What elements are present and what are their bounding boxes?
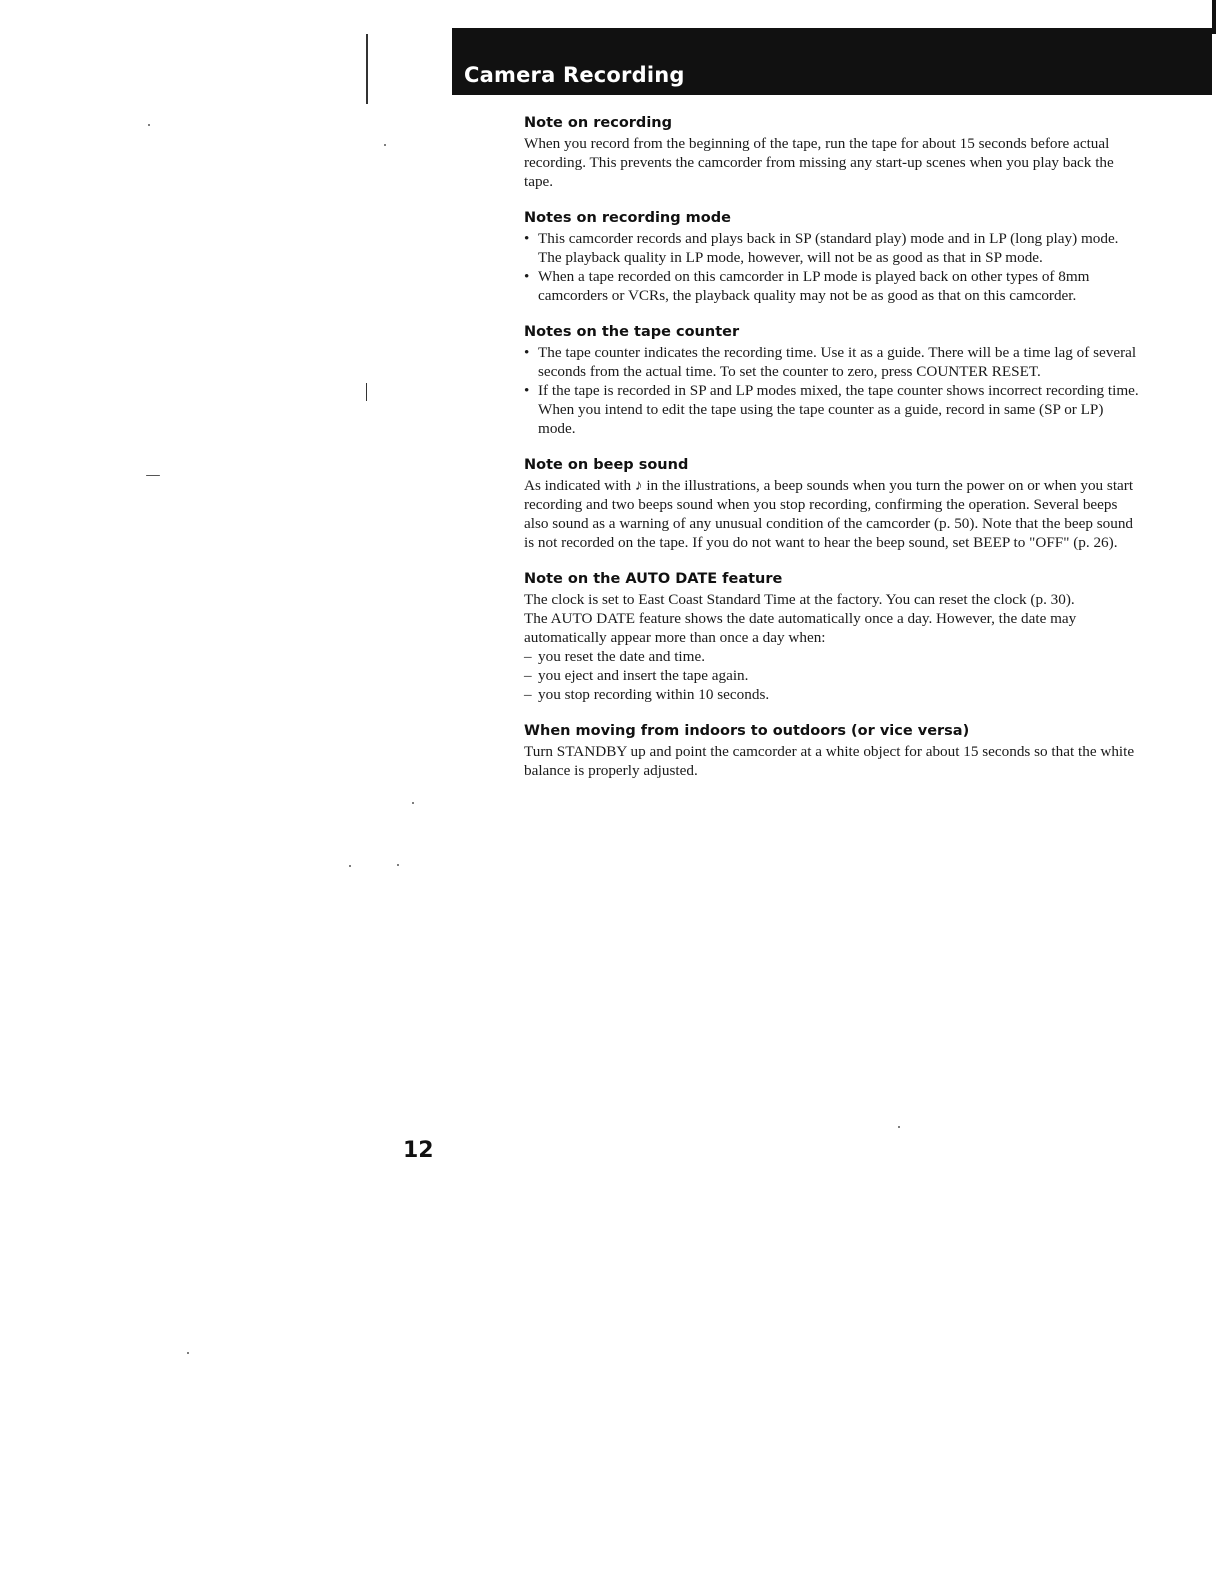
list-item-text: The tape counter indicates the recording time. Use it as a guide. There will be a time lag of several seconds from the actual time. To set the counter to zero, press COUNTER RESET. [538, 344, 1137, 380]
section-auto-date [524, 570, 1139, 704]
list-item: – you reset the date and time. [524, 647, 1139, 666]
section-recording-mode [524, 209, 1139, 305]
section-paragraph: Turn STANDBY up and point the camcorder at a white object for about 15 seconds so that the white balance is properly adjusted. [524, 743, 1135, 779]
list-item: – you eject and insert the tape again. [524, 666, 1139, 685]
list-item-text: If the tape is recorded in SP and LP modes mixed, the tape counter shows incorrect recording time. When you intend to edit the tape using the tape counter as a guide, record in same (SP or LP) mode. [538, 382, 1139, 437]
dash-list [524, 647, 1139, 704]
speck [187, 1352, 189, 1354]
section-paragraph: When you record from the beginning of the tape, run the tape for about 15 seconds before actual recording. This prevents the camcorder from missing any start-up scenes when you play back the tape. [524, 135, 1114, 190]
speck [146, 475, 160, 476]
section-heading: Note on recording [524, 115, 672, 131]
section-heading: Notes on the tape counter [524, 324, 740, 340]
section-heading: When moving from indoors to outdoors (or vice versa) [524, 723, 970, 739]
section-paragraph: The AUTO DATE feature shows the date automatically once a day. However, the date may automatically appear more than once a day when: [524, 610, 1077, 646]
speck [898, 1126, 900, 1128]
margin-rule [366, 34, 368, 104]
margin-rule-lower [366, 383, 367, 401]
list-item: – you stop recording within 10 seconds. [524, 685, 1139, 704]
main-content [524, 114, 1139, 798]
section-paragraph: As indicated with ♪ in the illustrations, a beep sounds when you turn the power on or when you start recording and two beeps sound when you stop recording, confirming the operation. Several beeps also sound as a warning of any unusual condition of the camcorder (p. 50). Note that the beep sound is not recorded on the tape. If you do not want to hear the beep sound, set BEEP to "OFF" (p. 26). [524, 477, 1134, 551]
section-heading: Note on beep sound [524, 457, 689, 473]
section-header-bar [452, 28, 1212, 95]
edge-mark [1212, 0, 1216, 34]
list-item [524, 229, 1139, 267]
speck [397, 864, 399, 866]
section-tape-counter [524, 323, 1139, 438]
section-heading: Notes on recording mode [524, 210, 731, 226]
speck [412, 802, 414, 804]
bullet-list [524, 343, 1139, 438]
section-paragraph: The clock is set to East Coast Standard Time at the factory. You can reset the clock (p. 30). [524, 591, 1075, 608]
speck [349, 865, 351, 867]
list-item [524, 381, 1139, 438]
list-item-continuation: The playback quality in LP mode, however, will not be as good as that in SP mode. [538, 249, 1043, 266]
section-note-on-recording [524, 114, 1139, 191]
bullet-list [524, 229, 1139, 305]
list-item-text: When a tape recorded on this camcorder in LP mode is played back on other types of 8mm camcorders or VCRs, the playback quality may not be as good as that on this camcorder. [538, 268, 1090, 304]
speck [148, 124, 150, 126]
section-beep-sound [524, 456, 1139, 552]
speck [384, 144, 386, 146]
list-item [524, 267, 1139, 305]
page-title: Camera Recording [464, 63, 685, 87]
list-item-text: This camcorder records and plays back in SP (standard play) mode and in LP (long play) mode. [538, 230, 1119, 247]
section-indoors-outdoors [524, 722, 1139, 780]
section-heading: Note on the AUTO DATE feature [524, 571, 783, 587]
page-number: 12 [403, 1138, 434, 1163]
list-item [524, 343, 1139, 381]
